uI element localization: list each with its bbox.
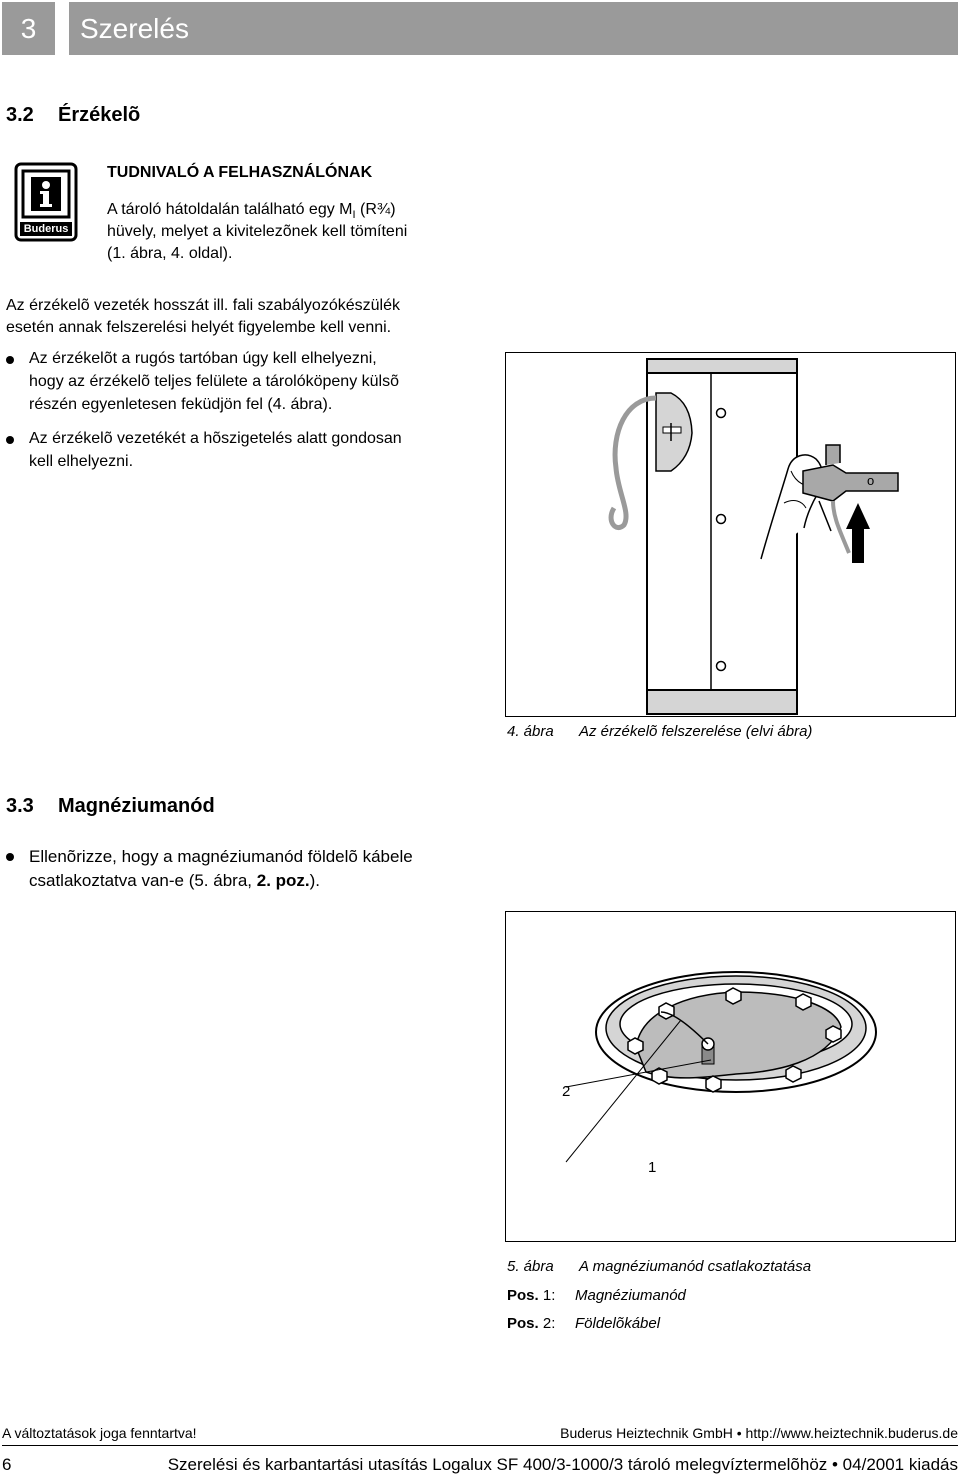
callout-1: 1 — [648, 1159, 657, 1176]
page-number: 6 — [2, 1455, 12, 1474]
figure-5-caption — [507, 1258, 811, 1275]
info-icon — [14, 162, 78, 242]
bullet-icon — [6, 853, 14, 861]
buderus-logo-text: Buderus — [23, 223, 69, 235]
section-number: 3.2 — [6, 104, 34, 126]
section-title: Magnéziumanód — [58, 795, 215, 817]
notice-line-1: A tároló hátoldalán található egy $M_I$ (R¾) — [107, 201, 396, 222]
figure-label: 5. ábra — [507, 1258, 554, 1275]
figure-label: 4. ábra — [507, 723, 554, 740]
bullet-icon — [6, 356, 14, 364]
magnesium-anode-drawing — [506, 912, 955, 1241]
section-heading-3-2 — [6, 104, 140, 127]
footer-divider — [2, 1445, 958, 1446]
figure-caption-text: Az érzékelõ felszerelése (elvi ábra) — [579, 723, 813, 740]
footer-right: Buderus Heiztechnik GmbH • http://www.heiztechnik.buderus.de — [560, 1425, 958, 1441]
chapter-title: Szerelés — [69, 2, 958, 55]
bullet-icon — [6, 436, 14, 444]
section-number: 3.3 — [6, 795, 34, 817]
section-heading-3-3 — [6, 795, 215, 818]
sensor-installation-drawing — [506, 353, 955, 716]
intro-line-1: Az érzékelõ vezeték hosszát ill. fali szabályozókészülék — [6, 297, 400, 314]
notice-line-2: hüvely, melyet a kivitelezõnek kell tömíteni — [107, 223, 408, 240]
document-title: Szerelési és karbantartási utasítás Logalux SF 400/3-1000/3 tároló melegvíztermelõhöz • 04/2001 kiadás — [167, 1455, 958, 1474]
position-2-legend: Pos. 2: Földelõkábel — [507, 1315, 661, 1332]
footer-left: A változtatások joga fenntartva! — [2, 1425, 197, 1441]
sensor-marker: o — [867, 473, 875, 488]
figure-4-caption — [507, 723, 812, 740]
chapter-number: 3 — [2, 2, 55, 55]
notice-title: TUDNIVALÓ A FELHASZNÁLÓNAK — [107, 164, 373, 181]
bullet-1-line-3: részén egyenletesen feküdjön fel (4. ábra). — [29, 396, 333, 413]
section-title: Érzékelõ — [58, 104, 141, 126]
notice-line-3: (1. ábra, 4. oldal). — [107, 245, 233, 262]
bullet-2-line-2: kell elhelyezni. — [29, 453, 134, 470]
figure-4-frame — [505, 352, 956, 717]
bullet-3-line-2: csatlakoztatva van-e (5. ábra, 2. poz.). — [29, 871, 321, 890]
bullet-1-line-1: Az érzékelõt a rugós tartóban úgy kell elhelyezni, — [29, 350, 377, 367]
figure-caption-text: A magnéziumanód csatlakoztatása — [579, 1258, 812, 1275]
position-1-legend: Pos. 1: Magnéziumanód — [507, 1287, 686, 1304]
intro-line-2: esetén annak felszerelési helyét figyelembe kell venni. — [6, 319, 392, 336]
callout-2: 2 — [562, 1083, 571, 1100]
bullet-3-line-1: Ellenõrizze, hogy a magnéziumanód földelõ kábele — [29, 847, 413, 866]
bullet-2-line-1: Az érzékelõ vezetékét a hõszigetelés alatt gondosan — [29, 430, 402, 447]
figure-5-frame — [505, 911, 956, 1242]
bullet-1-line-2: hogy az érzékelõ teljes felülete a tárolóköpeny külsõ — [29, 373, 399, 390]
